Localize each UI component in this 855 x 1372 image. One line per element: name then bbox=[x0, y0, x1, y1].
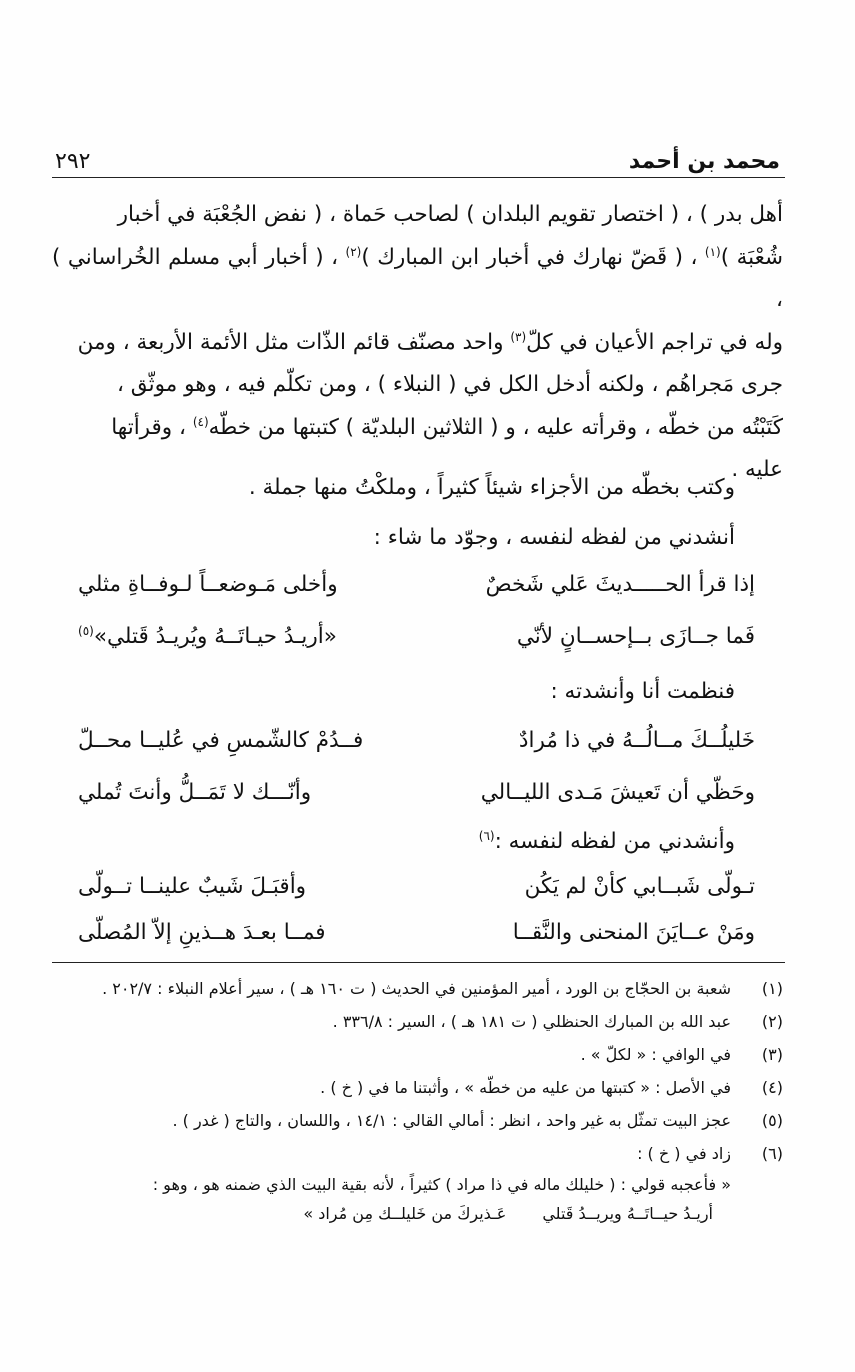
hemistich-first: أريـدُ حيــاتَــهُ ويريــدُ قَتلي bbox=[542, 1204, 713, 1223]
hemistich-first: فَما جــازَى بــإحســانٍ لأنّي bbox=[516, 623, 755, 649]
poem-intro-3: وأنشدني من لفظه لنفسه :$^{(٦)}$ bbox=[478, 828, 735, 854]
header-rule bbox=[52, 177, 785, 178]
paragraph-line: وله في تراجم الأعيان في كلّ$^{(٣)}$ واحد مصنّف قائم الذّات مثل الأئمة الأربعة ، ومن bbox=[77, 329, 783, 355]
footnote-text: عجز البيت تمثّل به غير واحد ، انظر : أمالي القالي : ١٤/١ ، واللسان ، والتاج ( غدر ) . bbox=[172, 1111, 731, 1130]
footnote-verse bbox=[52, 1200, 783, 1228]
footnote-text: في الوافي : « لكلّ » . bbox=[580, 1045, 731, 1064]
paragraph-2: وكتب بخطّه من الأجزاء شيئاً كثيراً ، وملكْتُ منها جملة . bbox=[248, 475, 735, 500]
footnote-number: (٦) bbox=[761, 1144, 783, 1163]
footnote-ref: (٤) bbox=[192, 414, 209, 429]
footnote-number: (١) bbox=[761, 979, 783, 998]
footnote-text: في الأصل : « كتبتها من عليه من خطّه » ، وأثبتنا ما في ( خ ) . bbox=[320, 1078, 731, 1097]
footnote-ref: (٥) bbox=[78, 623, 94, 638]
main-paragraph bbox=[52, 194, 783, 492]
poem-3 bbox=[78, 862, 755, 954]
hemistich-first: إذا قرأ الحـــــديثَ عَلي شَخصٌ bbox=[485, 571, 755, 597]
verse bbox=[78, 862, 755, 910]
verse bbox=[78, 558, 755, 610]
poem-2 bbox=[78, 714, 755, 818]
verse bbox=[78, 610, 755, 662]
footnote-ref: (١) bbox=[704, 244, 721, 259]
paragraph-line: شُعْبَة )$^{(١)}$ ، ( قَضّ نهارك في أخبار ابن المبارك )$^{(٢)}$ ، ( أخبار أبي مسلم الخُراساني ) ، bbox=[52, 244, 784, 312]
footnote bbox=[52, 1038, 783, 1071]
footnote-text: عبد الله بن المبارك الحنظلي ( ت ١٨١ هـ ) ، السير : ٣٣٦/٨ . bbox=[332, 1012, 731, 1031]
footnote-number: (٤) bbox=[761, 1078, 783, 1097]
poem-intro-1: أنشدني من لفظه لنفسه ، وجوّد ما شاء : bbox=[373, 525, 735, 550]
footnote-number: (٢) bbox=[761, 1012, 783, 1031]
page-number: ٢٩٢ bbox=[55, 149, 91, 174]
page-header bbox=[55, 140, 780, 174]
footnote bbox=[52, 972, 783, 1005]
verse bbox=[78, 910, 755, 954]
hemistich-second: وأنّـــك لا تَمَــلُّ وأنتَ تُملي bbox=[78, 779, 312, 805]
hemistich-first: خَليلُــكَ مــالُــهُ في ذا مُرادٌ bbox=[518, 727, 755, 753]
running-head: محمد بن أحمد bbox=[628, 149, 780, 174]
footnote-ref: (٣) bbox=[510, 329, 527, 344]
verse bbox=[78, 714, 755, 766]
footnotes bbox=[52, 972, 783, 1228]
footnote-text: زاد في ( خ ) : bbox=[637, 1144, 731, 1163]
footnote bbox=[52, 1005, 783, 1038]
footnote-ref: (٢) bbox=[345, 244, 362, 259]
hemistich-second: «أريـدُ حيـاتَــهُ ويُريـدُ قَتلي»$^{(٥)}$ bbox=[78, 623, 337, 649]
paragraph-line: أهل بدر ) ، ( اختصار تقويم البلدان ) لصاحب حَماة ، ( نفض الجُعْبَة في أخبار bbox=[117, 202, 783, 227]
hemistich-second: وأقبَـلَ شَيبٌ علينــا تــولّى bbox=[78, 873, 307, 899]
hemistich-first: تـولّى شَبــابي كأنْ لم يَكُن bbox=[524, 873, 755, 899]
footnote-rule bbox=[52, 962, 785, 963]
hemistich-first: ومَنْ عــايَنَ المنحنى والنَّقــا bbox=[512, 919, 755, 945]
footnote bbox=[52, 1137, 783, 1170]
footnote-ref: (٦) bbox=[478, 828, 495, 843]
paragraph-line: عليه . bbox=[731, 457, 783, 482]
hemistich-second: وأخلى مَـوضعــاً لـوفــاةِ مثلي bbox=[78, 571, 338, 597]
paragraph-line: كَتَبْتُه من خطّه ، وقرأته عليه ، و ( الثلاثين البلديّة ) كتبتها من خطّه$^{(٤)}$ ، وقرأتها bbox=[111, 414, 783, 440]
footnote-text: شعبة بن الحجّاج بن الورد ، أمير المؤمنين في الحديث ( ت ١٦٠ هـ ) ، سير أعلام النبلاء : ٢٠٢/٧ . bbox=[102, 979, 731, 998]
paragraph-line: جرى مَجراهُم ، ولكنه أدخل الكل في ( النبلاء ) ، ومن تكلّم فيه ، وهو موثّق ، bbox=[116, 372, 783, 397]
footnote-number: (٣) bbox=[761, 1045, 783, 1064]
poem-intro-2: فنظمت أنا وأنشدته : bbox=[550, 679, 735, 704]
hemistich-second: عَـذيركَ من خَليلــك مِن مُراد » bbox=[303, 1204, 507, 1223]
footnote-continuation: « فأعجبه قولي : ( خليلك ماله في ذا مراد ) كثيراً ، لأنه بقية البيت الذي ضمنه هو ، وهو : bbox=[152, 1175, 731, 1194]
hemistich-second: فمــا بعـدَ هــذينِ إلاّ المُصلّى bbox=[78, 919, 326, 945]
footnote bbox=[52, 1104, 783, 1137]
hemistich-second: فــدُمْ كالشّمسِ في عُليــا محــلّ bbox=[78, 727, 364, 753]
hemistich-first: وحَظّي أن تَعيشَ مَـدى الليــالي bbox=[480, 779, 755, 805]
poem-1 bbox=[78, 558, 755, 662]
footnote-number: (٥) bbox=[761, 1111, 783, 1130]
verse bbox=[78, 766, 755, 818]
footnote bbox=[52, 1071, 783, 1104]
